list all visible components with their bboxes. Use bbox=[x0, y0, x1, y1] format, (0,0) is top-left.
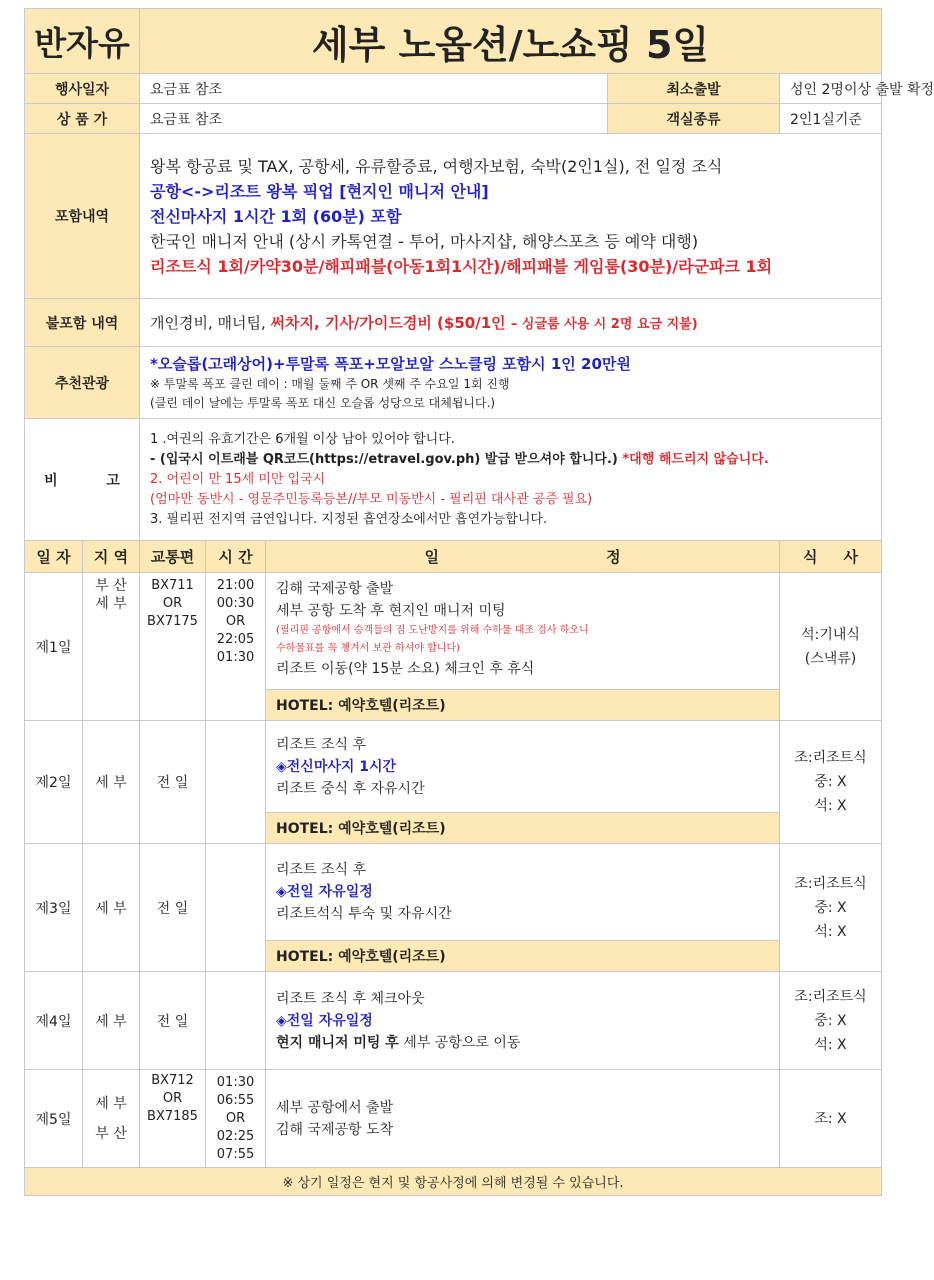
page-title: 세부 노옵션/노쇼핑 5일 bbox=[140, 9, 882, 74]
day-4-meal-2: 중: X bbox=[814, 1012, 847, 1029]
day-4-schedule bbox=[266, 972, 780, 1070]
day-1-region-2: 세 부 bbox=[95, 596, 127, 612]
day-4-row bbox=[25, 972, 882, 1070]
day-5-time-2: 06:55 bbox=[216, 1092, 255, 1108]
included-line-4: 한국인 매니저 안내 (상시 카톡연결 - 투어, 마사지샵, 해양스포츠 등 예약 대행) bbox=[150, 231, 699, 251]
day-5-time-4: 02:25 bbox=[216, 1128, 255, 1144]
included-line-3: 전신마사지 1시간 1회 (60분) 포함 bbox=[150, 206, 402, 226]
col-time: 시 간 bbox=[206, 541, 266, 573]
day-2-item-3: 리조트 중식 후 자유시간 bbox=[276, 780, 425, 797]
recommend-line-3: (클린 데이 날에는 투말록 폭포 대신 오슬롭 성당으로 대체됩니다.) bbox=[150, 395, 496, 410]
day-5-region bbox=[83, 1070, 140, 1168]
excluded-plain: 개인경비, 매너팁, bbox=[150, 314, 271, 332]
day-1-time-1: 21:00 bbox=[216, 578, 255, 593]
day-3-meal-3: 석: X bbox=[814, 923, 847, 940]
day-4-item-2: ◈전일 자유일정 bbox=[276, 1012, 373, 1029]
day-2-time bbox=[206, 721, 266, 844]
excluded-red: 써차지, 기사/가이드경비 ($50/1인 bbox=[270, 314, 511, 332]
day-5-transport-3: BX7185 bbox=[147, 1109, 198, 1124]
remarks-line-5: 3. 필리핀 전지역 금연입니다. 지정된 흡연장소에서만 흡연가능합니다. bbox=[150, 511, 548, 527]
recommend-line-2: ※ 투말록 폭포 클린 데이 : 매월 둘째 주 OR 셋째 주 수요일 1회 진행 bbox=[150, 376, 510, 391]
day-3-meal bbox=[780, 844, 882, 972]
info-row-1 bbox=[25, 74, 882, 104]
min-depart-label: 최소출발 bbox=[608, 74, 780, 104]
col-transport: 교통편 bbox=[140, 541, 206, 573]
included-row bbox=[25, 134, 882, 299]
day-5-transport-2: OR bbox=[162, 1091, 183, 1106]
remarks-line-3: 2. 어린이 만 15세 미만 입국시 bbox=[150, 471, 326, 487]
brand-label: 반자유 bbox=[25, 9, 140, 74]
day-5-item-1: 세부 공항에서 출발 bbox=[276, 1099, 394, 1116]
day-3-time bbox=[206, 844, 266, 972]
day-4-label: 제4일 bbox=[25, 972, 83, 1070]
day-1-note-2: 수하물표를 꼭 챙겨서 보관 하셔야 합니다) bbox=[276, 643, 461, 654]
day-1-row bbox=[25, 573, 882, 690]
min-depart-value bbox=[780, 74, 934, 104]
day-5-item-2: 김해 국제공항 도착 bbox=[276, 1121, 394, 1138]
day-1-item-1: 김해 국제공항 출발 bbox=[276, 581, 394, 597]
day-1-item-2: 세부 공항 도착 후 현지인 매니저 미팅 bbox=[276, 603, 506, 619]
day-4-region: 세 부 bbox=[83, 972, 140, 1070]
day-4-time bbox=[206, 972, 266, 1070]
price-value: 요금표 참조 bbox=[140, 104, 608, 134]
min-depart-text: 성인 2명이상 출발 확정 bbox=[790, 81, 934, 98]
day-1-label: 제1일 bbox=[25, 573, 83, 721]
day-3-hotel: HOTEL: 예약호텔(리조트) bbox=[266, 941, 780, 972]
day-1-item-3: 리조트 이동(약 15분 소요) 체크인 후 휴식 bbox=[276, 661, 535, 677]
day-3-item-3: 리조트석식 투숙 및 자유시간 bbox=[276, 906, 452, 922]
day-5-region-1: 세 부 bbox=[95, 1095, 127, 1112]
day-1-region bbox=[83, 573, 140, 721]
price-label: 상 품 가 bbox=[25, 104, 140, 134]
included-content bbox=[140, 134, 882, 299]
day-1-hotel: HOTEL: 예약호텔(리조트) bbox=[266, 690, 780, 721]
day-1-time-4: 22:05 bbox=[216, 632, 255, 647]
day-2-meal-3: 석: X bbox=[814, 798, 847, 814]
header-row bbox=[25, 9, 882, 74]
itinerary-sheet bbox=[24, 8, 934, 1196]
day-1-region-1: 부 산 bbox=[95, 578, 127, 594]
remarks-label: 비 고 bbox=[25, 419, 140, 541]
day-5-label: 제5일 bbox=[25, 1070, 83, 1168]
day-1-meal-1: 석:기내식 bbox=[801, 626, 860, 643]
day-3-meal-1: 조:리조트식 bbox=[794, 875, 867, 892]
day-2-transport: 전 일 bbox=[140, 721, 206, 844]
col-meal: 식 사 bbox=[780, 541, 882, 573]
day-1-meal bbox=[780, 573, 882, 721]
recommend-label: 추천관광 bbox=[25, 347, 140, 419]
room-value: 2인1실기준 bbox=[780, 104, 882, 134]
day-4-item-3-bold: 현지 매니저 미팅 후 bbox=[276, 1034, 399, 1051]
day-2-meal-1: 조:리조트식 bbox=[794, 750, 867, 766]
remarks-line-2-bold: - (입국시 이트래블 QR코드(https://etravel.gov.ph) 발급 받으셔야 합니다.) bbox=[150, 451, 618, 467]
col-day: 일 자 bbox=[25, 541, 83, 573]
day-3-item-2: ◈전일 자유일정 bbox=[276, 884, 373, 900]
day-5-time-3: OR bbox=[225, 1110, 246, 1126]
day-4-meal bbox=[780, 972, 882, 1070]
day-1-transport-2: OR bbox=[162, 596, 183, 611]
day-1-meal-2: (스낵류) bbox=[804, 650, 857, 667]
day-1-schedule bbox=[266, 573, 780, 690]
day-1-transport-1: BX711 bbox=[151, 578, 194, 593]
day-3-row bbox=[25, 844, 882, 941]
day-4-item-3-rest: 세부 공항으로 이동 bbox=[398, 1034, 521, 1051]
room-label: 객실종류 bbox=[608, 104, 780, 134]
day-2-item-2: ◈전신마사지 1시간 bbox=[276, 758, 397, 775]
day-2-row bbox=[25, 721, 882, 813]
day-5-schedule bbox=[266, 1070, 780, 1168]
day-1-time-2: 00:30 bbox=[216, 596, 255, 611]
day-1-note-1: (필리핀 공항에서 승객들의 짐 도난방지를 위해 수하물 대조 검사 하오니 bbox=[276, 625, 589, 636]
excluded-label: 불포함 내역 bbox=[25, 299, 140, 347]
day-3-item-1: 리조트 조식 후 bbox=[276, 862, 367, 878]
footer-row bbox=[25, 1168, 882, 1196]
day-4-transport: 전 일 bbox=[140, 972, 206, 1070]
day-1-time-3: OR bbox=[225, 614, 246, 629]
day-3-label: 제3일 bbox=[25, 844, 83, 972]
day-5-transport bbox=[140, 1070, 206, 1168]
day-3-schedule bbox=[266, 844, 780, 941]
footer-note: ※ 상기 일정은 현지 및 항공사정에 의해 변경될 수 있습니다. bbox=[25, 1168, 882, 1196]
included-line-2: 공항<->리조트 왕복 픽업 [현지인 매니저 안내] bbox=[150, 181, 489, 201]
day-3-region: 세 부 bbox=[83, 844, 140, 972]
day-5-region-2: 부 산 bbox=[95, 1125, 127, 1142]
day-2-schedule bbox=[266, 721, 780, 813]
day-5-meal bbox=[780, 1070, 882, 1168]
excluded-red-small: – 싱글룸 사용 시 2명 요금 지불) bbox=[510, 317, 698, 332]
day-4-meal-1: 조:리조트식 bbox=[794, 988, 867, 1005]
schedule-header-row bbox=[25, 541, 882, 573]
col-region: 지 역 bbox=[83, 541, 140, 573]
travel-date-value: 요금표 참조 bbox=[140, 74, 608, 104]
day-5-meal-1: 조: X bbox=[814, 1110, 847, 1127]
day-2-region: 세 부 bbox=[83, 721, 140, 844]
remarks-content bbox=[140, 419, 882, 541]
day-4-item-1: 리조트 조식 후 체크아웃 bbox=[276, 990, 425, 1007]
day-2-meal-2: 중: X bbox=[814, 774, 847, 790]
day-5-time bbox=[206, 1070, 266, 1168]
travel-date-label: 행사일자 bbox=[25, 74, 140, 104]
remarks-row bbox=[25, 419, 882, 541]
included-label: 포함내역 bbox=[25, 134, 140, 299]
remarks-line-4: (엄마만 동반시 - 영문주민등록등본//부모 미동반시 - 필리핀 대사관 공증 필요) bbox=[150, 491, 593, 507]
day-1-time-5: 01:30 bbox=[216, 650, 255, 665]
included-line-1: 왕복 항공료 및 TAX, 공항세, 유류할증료, 여행자보험, 숙박(2인1실), 전 일정 조식 bbox=[150, 156, 723, 176]
recommend-content bbox=[140, 347, 882, 419]
day-5-row bbox=[25, 1070, 882, 1168]
day-5-transport-1: BX712 bbox=[151, 1073, 194, 1088]
itinerary-table bbox=[24, 8, 934, 1196]
day-2-item-1: 리조트 조식 후 bbox=[276, 736, 367, 753]
day-1-time bbox=[206, 573, 266, 721]
day-1-transport-3: BX7175 bbox=[147, 614, 198, 629]
day-2-meal bbox=[780, 721, 882, 844]
remarks-line-1: 1 .여권의 유효기간은 6개월 이상 남아 있어야 합니다. bbox=[150, 431, 455, 447]
day-1-transport bbox=[140, 573, 206, 721]
col-schedule: 일 정 bbox=[266, 541, 780, 573]
day-4-meal-3: 석: X bbox=[814, 1036, 847, 1053]
recommend-line-1: *오슬롭(고래상어)+투말록 폭포+모알보알 스노클링 포함시 1인 20만원 bbox=[150, 354, 631, 373]
excluded-content bbox=[140, 299, 882, 347]
day-5-time-1: 01:30 bbox=[216, 1074, 255, 1090]
remarks-line-2-red: *대행 해드리지 않습니다. bbox=[617, 451, 769, 467]
day-5-time-5: 07:55 bbox=[216, 1146, 255, 1162]
day-3-meal-2: 중: X bbox=[814, 899, 847, 916]
day-3-transport: 전 일 bbox=[140, 844, 206, 972]
included-line-5: 리조트식 1회/카약30분/해피패블(아동1회1시간)/해피패블 게임룸(30분)/라군파크 1회 bbox=[150, 256, 773, 276]
recommend-row bbox=[25, 347, 882, 419]
day-2-hotel: HOTEL: 예약호텔(리조트) bbox=[266, 813, 780, 844]
day-2-label: 제2일 bbox=[25, 721, 83, 844]
excluded-row bbox=[25, 299, 882, 347]
info-row-2 bbox=[25, 104, 882, 134]
